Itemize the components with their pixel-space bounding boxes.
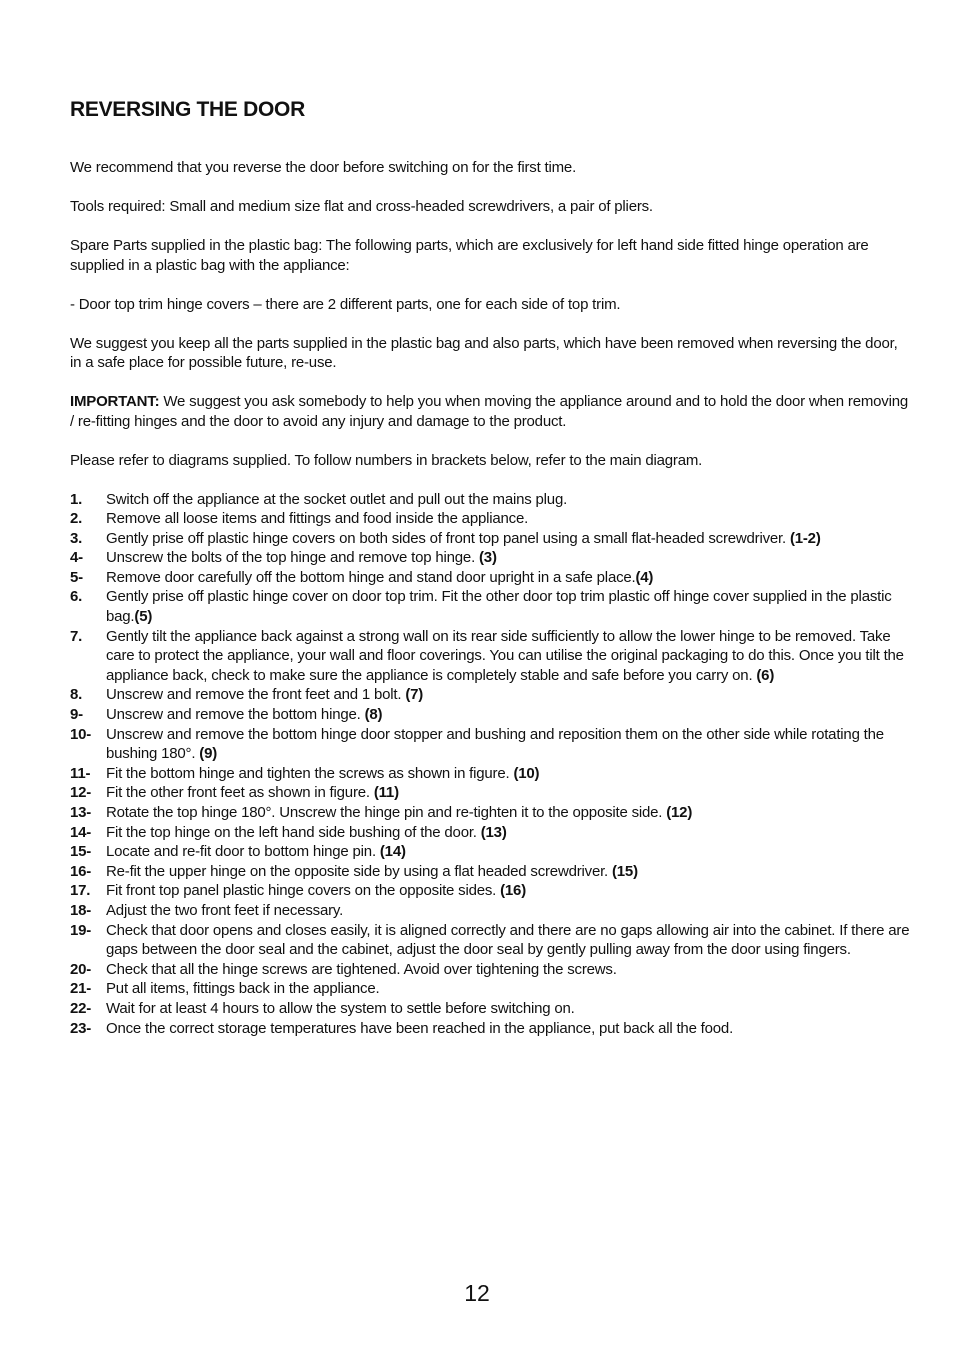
step-item (70, 823, 912, 843)
step-number: 21- (70, 980, 92, 998)
step-number: 15- (70, 843, 92, 861)
step-item (70, 999, 912, 1019)
step-number: 2. (70, 510, 83, 528)
step-item (70, 685, 912, 705)
diagram-reference: (8) (364, 706, 383, 724)
step-item (70, 979, 912, 999)
diagram-reference: (1-2) (789, 529, 821, 547)
step-text: Locate and re-fit door to bottom hinge pin. (106, 843, 380, 861)
step-number: 13- (70, 804, 92, 821)
important-paragraph (70, 392, 912, 431)
step-number: 8. (70, 686, 83, 704)
step-number: 22- (70, 999, 92, 1017)
step-text: Check that all the hinge screws are tightened. Avoid over tightening the screws. (106, 960, 617, 978)
steps-list (70, 490, 912, 1039)
step-number: 17. (70, 882, 91, 900)
step-number: 6. (70, 588, 83, 606)
step-text: Fit front top panel plastic hinge covers on the opposite sides. (106, 882, 501, 900)
step-number: 5- (70, 568, 83, 586)
step-item (70, 764, 912, 784)
step-number: 1. (70, 490, 83, 508)
step-item (70, 568, 912, 588)
diagram-reference: (3) (479, 549, 497, 567)
step-text: Fit the bottom hinge and tighten the screws as shown in figure. (106, 764, 514, 782)
step-text: Remove door carefully off the bottom hinge and stand door upright in a safe place. (106, 568, 636, 586)
diagram-reference: (4) (635, 568, 654, 586)
step-number: 23- (70, 1019, 92, 1037)
step-number: 4- (70, 549, 83, 567)
diagram-reference: (16) (500, 882, 526, 900)
step-item (70, 1019, 912, 1039)
step-item (70, 881, 912, 901)
diagram-reference: (9) (199, 745, 218, 763)
step-text: Gently tilt the appliance back against a strong wall on its rear side sufficiently to allow the lower hinge to be removed. Take care to protect the appliance, your wall and floor coverings. You can utilise the original packaging to do this. Once you tilt the appliance back, check to make sure the appliance is completely stable and safe before you carry on. (106, 627, 904, 684)
step-item (70, 529, 912, 549)
step-text: Gently prise off plastic hinge cover on door top trim. Fit the other door top trim plastic off hinge cover supplied in the plastic bag. (106, 588, 892, 626)
step-item (70, 921, 912, 960)
step-item (70, 842, 912, 862)
step-number: 3. (70, 529, 83, 547)
step-number: 14- (70, 823, 92, 841)
step-text: Put all items, fittings back in the appliance. (106, 980, 380, 998)
diagram-reference: (13) (480, 823, 507, 841)
intro-paragraph: We recommend that you reverse the door before switching on for the first time. (70, 159, 577, 176)
step-number: 19- (70, 921, 92, 939)
step-text: Check that door opens and closes easily, it is aligned correctly and there are no gaps allowing air into the cabinet. If there are gaps between the door seal and the cabinet, adjust the door seal by gently pulling away from the door using fingers. (106, 921, 910, 959)
step-text: Gently prise off plastic hinge covers on both sides of front top panel using a small flat-headed screwdriver. (106, 529, 790, 547)
step-text: Remove all loose items and fittings and food inside the appliance. (106, 510, 529, 528)
step-item (70, 803, 912, 823)
document-page (70, 98, 912, 1038)
step-text: Wait for at least 4 hours to allow the system to settle before switching on. (106, 999, 575, 1017)
step-number: 16- (70, 862, 92, 880)
step-text: Fit the top hinge on the left hand side bushing of the door. (106, 823, 481, 841)
diagram-reference: (5) (134, 608, 153, 626)
step-item (70, 901, 912, 921)
keep-parts-paragraph: We suggest you keep all the parts supplied in the plastic bag and also parts, which have been removed when reversing the door, in a safe place for possible future, re-use. (70, 334, 898, 371)
step-text: Unscrew and remove the front feet and 1 bolt. (106, 686, 406, 704)
step-text: Unscrew and remove the bottom hinge. (106, 706, 365, 724)
step-number: 12- (70, 784, 92, 802)
step-number: 20- (70, 960, 92, 978)
step-number: 10- (70, 725, 92, 743)
page-title: REVERSING THE DOOR (70, 98, 305, 121)
step-number: 11- (70, 764, 91, 782)
step-item (70, 783, 912, 803)
step-text: Fit the other front feet as shown in figure. (106, 784, 374, 802)
step-item (70, 725, 912, 764)
step-item (70, 627, 912, 686)
refer-paragraph: Please refer to diagrams supplied. To follow numbers in brackets below, refer to the main diagram. (70, 451, 703, 469)
spare-parts-paragraph: Spare Parts supplied in the plastic bag: The following parts, which are exclusively for left hand side fitted hinge operation are supplied in a plastic bag with the appliance: (70, 237, 869, 274)
important-label: IMPORTANT: (70, 393, 160, 410)
step-text: Switch off the appliance at the socket outlet and pull out the mains plug. (106, 490, 568, 508)
diagram-reference: (15) (612, 862, 638, 880)
step-text: Re-fit the upper hinge on the opposite side by using a flat headed screwdriver. (106, 862, 612, 880)
step-item (70, 960, 912, 980)
step-text: Rotate the top hinge 180°. Unscrew the hinge pin and re-tighten it to the opposite side. (106, 804, 667, 821)
step-text: Once the correct storage temperatures have been reached in the appliance, put back all the food. (106, 1019, 734, 1037)
step-number: 7. (70, 627, 83, 645)
diagram-reference: (10) (513, 764, 540, 782)
step-item (70, 509, 912, 529)
covers-note-paragraph: - Door top trim hinge covers – there are 2 different parts, one for each side of top trim. (70, 295, 621, 313)
diagram-reference: (7) (405, 686, 424, 704)
step-item (70, 490, 912, 510)
step-text: Adjust the two front feet if necessary. (106, 901, 344, 919)
step-number: 18- (70, 901, 92, 919)
step-text: Unscrew and remove the bottom hinge door stopper and bushing and reposition them on the other side while rotating the bushing 180°. (106, 725, 884, 763)
step-item (70, 705, 912, 725)
step-item (70, 587, 912, 626)
diagram-reference: (12) (666, 804, 693, 821)
important-text: We suggest you ask somebody to help you when moving the appliance around and to hold the door when removing / re-fitting hinges and the door to avoid any injury and damage to the product. (70, 393, 909, 430)
page-number: 12 (464, 1280, 490, 1306)
step-number: 9- (70, 706, 83, 724)
step-item (70, 862, 912, 882)
step-text: Unscrew the bolts of the top hinge and remove top hinge. (106, 549, 480, 567)
tools-paragraph: Tools required: Small and medium size flat and cross-headed screwdrivers, a pair of pliers. (70, 198, 653, 215)
step-item (70, 548, 912, 568)
diagram-reference: (14) (379, 843, 406, 861)
diagram-reference: (6) (756, 666, 775, 684)
diagram-reference: (11) (373, 784, 399, 802)
